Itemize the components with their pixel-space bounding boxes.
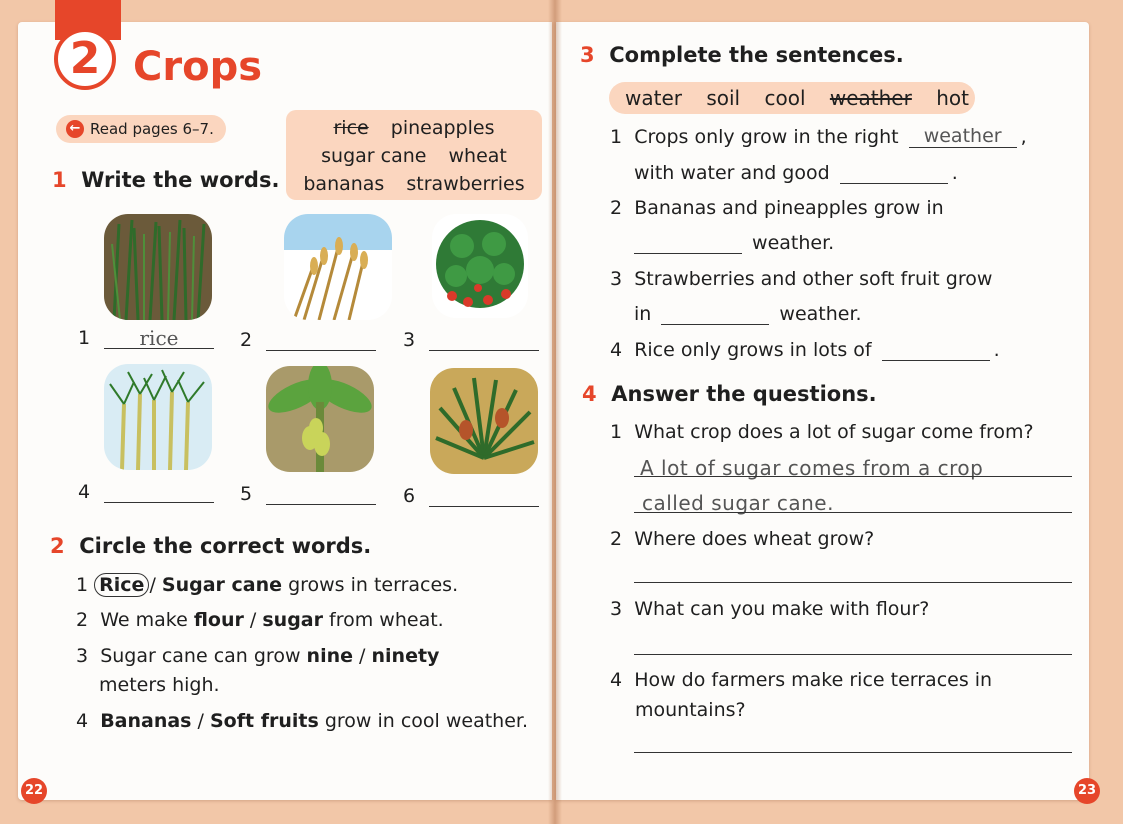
- sentence-text: in: [634, 303, 652, 325]
- word-box-item: weather: [829, 86, 912, 110]
- circle-item-2: [76, 605, 444, 635]
- item-number: 1: [76, 574, 89, 596]
- blank-field[interactable]: [661, 304, 769, 325]
- sentence-text: weather.: [779, 303, 862, 325]
- punctuation: .: [993, 339, 1000, 361]
- punctuation: ,: [1020, 126, 1027, 148]
- sentence-4: [610, 339, 1000, 361]
- write-item-1: [78, 326, 218, 349]
- answer-line[interactable]: [634, 476, 1072, 477]
- item-number: 1: [610, 421, 623, 443]
- word-box-item: soil: [706, 86, 741, 110]
- question-text: Where does wheat grow?: [634, 528, 875, 550]
- read-pages-pill: [56, 115, 226, 143]
- read-pages-text: Read pages 6–7.: [90, 120, 214, 138]
- write-item-5: [240, 482, 380, 505]
- sentence-pre: We make: [100, 609, 188, 631]
- exercise-title: Write the words.: [81, 168, 280, 192]
- answer-field-3[interactable]: [429, 328, 539, 351]
- question-4-continued: mountains?: [635, 699, 746, 721]
- sentence-rest: grow in cool weather.: [324, 710, 529, 732]
- exercise-number: 3: [580, 43, 595, 67]
- circle-item-4: [76, 706, 528, 736]
- item-number: 3: [610, 598, 623, 620]
- sentence-1: [610, 126, 1027, 148]
- answer-field-1[interactable]: rice: [104, 326, 214, 349]
- answer-field-2[interactable]: [266, 328, 376, 351]
- item-number: 2: [610, 528, 623, 550]
- word-box-item: sugar cane: [321, 145, 427, 167]
- option-sugar-cane[interactable]: Sugar cane: [161, 574, 283, 596]
- option-ninety[interactable]: ninety: [371, 645, 440, 667]
- question-1: [610, 421, 1034, 443]
- sentence-3-continued: [634, 303, 862, 325]
- sentence-2: [610, 197, 944, 219]
- exercise-number: 4: [582, 382, 597, 406]
- item-number: 3: [610, 268, 623, 290]
- unit-number: 2: [54, 28, 116, 90]
- unit-title: Crops: [133, 44, 263, 90]
- sentence-text: Bananas and pineapples grow in: [634, 197, 944, 219]
- item-number: 4: [610, 669, 623, 691]
- answer-line[interactable]: [634, 512, 1072, 513]
- answer-line[interactable]: [634, 654, 1072, 655]
- item-number: 3: [403, 329, 416, 351]
- question-3: [610, 598, 929, 620]
- item-number: 5: [240, 483, 253, 505]
- sentence-pre: Sugar cane can grow: [100, 645, 301, 667]
- blank-field[interactable]: [840, 163, 948, 184]
- handwritten-answer: A lot of sugar comes from a crop: [640, 456, 984, 480]
- write-item-3: [403, 328, 543, 351]
- word-box-item: rice: [333, 117, 369, 139]
- word-box-item: pineapples: [390, 117, 495, 139]
- item-number: 2: [240, 329, 253, 351]
- exercise-4-heading: [582, 382, 877, 406]
- bananas-picture: [266, 366, 374, 472]
- answer-line[interactable]: [634, 752, 1072, 753]
- word-box-item: cool: [764, 86, 806, 110]
- question-text: What can you make with flour?: [634, 598, 930, 620]
- word-box: [286, 110, 542, 200]
- answer-field-6[interactable]: [429, 484, 539, 507]
- word-box-item: water: [625, 86, 682, 110]
- sentence-1-continued: [634, 162, 958, 184]
- option-rice[interactable]: Rice: [94, 573, 149, 597]
- circle-item-1: [76, 570, 458, 600]
- option-flour[interactable]: flour: [193, 609, 244, 631]
- sentence-rest: from wheat.: [329, 609, 444, 631]
- blank-field[interactable]: [882, 340, 990, 361]
- blank-field[interactable]: weather: [909, 127, 1017, 148]
- item-number: 3: [76, 645, 89, 667]
- separator: /: [249, 609, 257, 631]
- blank-field[interactable]: [634, 233, 742, 254]
- separator: /: [149, 574, 156, 596]
- exercise-number: 2: [50, 534, 65, 558]
- exercise-1-heading: [52, 168, 279, 192]
- answer-field-4[interactable]: [104, 480, 214, 503]
- circle-item-3-continued: meters high.: [99, 674, 220, 696]
- sentence-text: weather.: [752, 232, 835, 254]
- option-sugar[interactable]: sugar: [262, 609, 323, 631]
- write-item-6: [403, 484, 543, 507]
- sentence-text: with water and good: [634, 162, 830, 184]
- question-2: [610, 528, 874, 550]
- word-box-item: strawberries: [406, 173, 525, 195]
- exercise-3-heading: [580, 43, 904, 67]
- word-box-item: hot: [936, 86, 969, 110]
- write-item-4: [78, 480, 218, 503]
- handwritten-answer: called sugar cane.: [642, 491, 834, 515]
- option-nine[interactable]: nine: [306, 645, 353, 667]
- arrow-left-icon: ←: [66, 120, 84, 138]
- sentence-3: [610, 268, 992, 290]
- item-number: 4: [610, 339, 623, 361]
- answer-field-5[interactable]: [266, 482, 376, 505]
- option-bananas[interactable]: Bananas: [100, 710, 192, 732]
- pineapples-picture: [430, 368, 538, 474]
- sentence-rest: grows in terraces.: [288, 574, 459, 596]
- punctuation: .: [951, 162, 958, 184]
- write-item-2: [240, 328, 380, 351]
- page-number-left: 22: [21, 778, 47, 804]
- question-text: How do farmers make rice terraces in: [634, 669, 993, 691]
- word-box-item: bananas: [303, 173, 385, 195]
- word-box-right: [609, 82, 975, 114]
- circle-item-3: [76, 641, 439, 671]
- strawberries-picture: [432, 214, 528, 318]
- item-number: 4: [78, 481, 91, 503]
- option-soft-fruits[interactable]: Soft fruits: [210, 710, 319, 732]
- sugar-cane-picture: [104, 364, 212, 470]
- item-number: 4: [76, 710, 89, 732]
- sentence-2-continued: [630, 232, 834, 254]
- item-number: 1: [610, 126, 623, 148]
- item-number: 2: [610, 197, 623, 219]
- question-4: [610, 669, 992, 691]
- exercise-title: Answer the questions.: [611, 382, 877, 406]
- book-gutter: [548, 0, 562, 824]
- sentence-text: Crops only grow in the right: [634, 126, 899, 148]
- sentence-text: Strawberries and other soft fruit grow: [634, 268, 993, 290]
- item-number: 2: [76, 609, 89, 631]
- rice-plants-picture: [104, 214, 212, 320]
- exercise-number: 1: [52, 168, 67, 192]
- exercise-title: Circle the correct words.: [79, 534, 372, 558]
- separator: /: [359, 645, 366, 667]
- item-number: 6: [403, 485, 416, 507]
- wheat-picture: [284, 214, 392, 320]
- sentence-text: Rice only grows in lots of: [634, 339, 872, 361]
- question-text: What crop does a lot of sugar come from?: [634, 421, 1034, 443]
- word-box-item: wheat: [448, 145, 507, 167]
- page-number-right: 23: [1074, 778, 1100, 804]
- item-number: 1: [78, 327, 91, 349]
- exercise-2-heading: [50, 534, 371, 558]
- exercise-title: Complete the sentences.: [609, 43, 904, 67]
- separator: /: [197, 710, 204, 732]
- answer-line[interactable]: [634, 582, 1072, 583]
